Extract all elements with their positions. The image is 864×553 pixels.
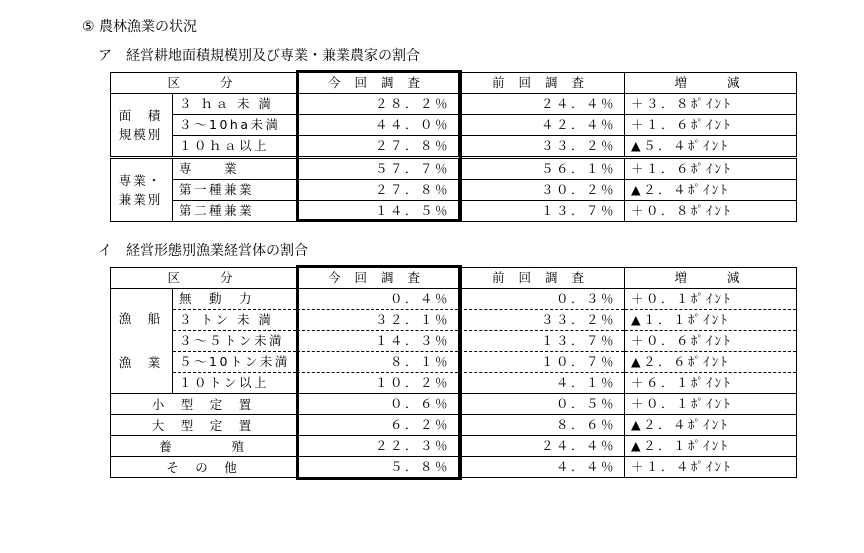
change-value: ▲１．１ﾎﾟｲﾝﾄ xyxy=(625,310,797,331)
change-value: ＋６．１ﾎﾟｲﾝﾄ xyxy=(625,373,797,394)
current-value: ５７．７％ xyxy=(297,158,459,180)
current-value: １０．２％ xyxy=(297,373,459,394)
table-row xyxy=(111,310,797,331)
header-category: 区 分 xyxy=(111,268,297,289)
previous-value: ５６．１％ xyxy=(459,158,625,180)
previous-value: １０．７％ xyxy=(459,352,625,373)
table-row xyxy=(111,457,797,478)
farm-table xyxy=(110,72,797,222)
previous-value: ２４．４％ xyxy=(459,436,625,457)
change-value: ＋０．１ﾎﾟｲﾝﾄ xyxy=(625,289,797,310)
previous-value: ０．３％ xyxy=(459,289,625,310)
change-value: ▲２．１ﾎﾟｲﾝﾄ xyxy=(625,436,797,457)
table-row xyxy=(111,136,797,158)
header-previous: 前 回 調 査 xyxy=(459,268,625,289)
table-row xyxy=(111,436,797,457)
header-change: 増 減 xyxy=(625,73,797,94)
header-current: 今 回 調 査 xyxy=(297,268,459,289)
row-label: ３～10ha未満 xyxy=(173,115,297,136)
change-value: ▲２．４ﾎﾟｲﾝﾄ xyxy=(625,415,797,436)
row-label: 第一種兼業 xyxy=(173,180,297,201)
header-current: 今 回 調 査 xyxy=(297,73,459,94)
header-change: 増 減 xyxy=(625,268,797,289)
change-value: ▲５．４ﾎﾟｲﾝﾄ xyxy=(625,136,797,158)
current-value: ６．２％ xyxy=(297,415,459,436)
group-label-boat-fishery: 漁 船 漁 業 xyxy=(111,289,173,394)
table-row xyxy=(111,352,797,373)
change-value: ▲２．４ﾎﾟｲﾝﾄ xyxy=(625,180,797,201)
previous-value: ４．１％ xyxy=(459,373,625,394)
table-row xyxy=(111,331,797,352)
row-label: 無 動 力 xyxy=(173,289,297,310)
previous-value: ４．４％ xyxy=(459,457,625,478)
farm-table-header-row xyxy=(111,73,797,94)
row-label: ５～10トン未満 xyxy=(173,352,297,373)
group-label-type: 専業・ 兼業別 xyxy=(111,158,173,222)
current-value: ０．４％ xyxy=(297,289,459,310)
table-row xyxy=(111,289,797,310)
row-label: 第二種兼業 xyxy=(173,201,297,222)
previous-value: ０．５％ xyxy=(459,394,625,415)
table-row xyxy=(111,94,797,115)
row-label: 専 業 xyxy=(173,158,297,180)
current-value: １４．５％ xyxy=(297,201,459,222)
change-value: ＋１．６ﾎﾟｲﾝﾄ xyxy=(625,158,797,180)
row-label: １０ｈａ以上 xyxy=(173,136,297,158)
current-value: ０．６％ xyxy=(297,394,459,415)
table-row xyxy=(111,201,797,222)
table-row xyxy=(111,415,797,436)
fishery-table-header-row xyxy=(111,268,797,289)
current-value: ２７．８％ xyxy=(297,180,459,201)
previous-value: ８．６％ xyxy=(459,415,625,436)
row-label: 養 殖 xyxy=(111,436,297,457)
row-label: 大 型 定 置 xyxy=(111,415,297,436)
previous-value: １３．７％ xyxy=(459,201,625,222)
current-value: ４４．０％ xyxy=(297,115,459,136)
change-value: ＋１．４ﾎﾟｲﾝﾄ xyxy=(625,457,797,478)
header-category: 区 分 xyxy=(111,73,297,94)
row-label: １０トン以上 xyxy=(173,373,297,394)
change-value: ＋３．８ﾎﾟｲﾝﾄ xyxy=(625,94,797,115)
table-row xyxy=(111,180,797,201)
previous-value: ３３．２％ xyxy=(459,136,625,158)
table-row xyxy=(111,394,797,415)
previous-value: ３０．２％ xyxy=(459,180,625,201)
table-row xyxy=(111,158,797,180)
current-value: ８．１％ xyxy=(297,352,459,373)
header-previous: 前 回 調 査 xyxy=(459,73,625,94)
current-value: ２８．２％ xyxy=(297,94,459,115)
current-value: ５．８％ xyxy=(297,457,459,478)
previous-value: ２４．４％ xyxy=(459,94,625,115)
previous-value: ４２．４％ xyxy=(459,115,625,136)
previous-value: １３．７％ xyxy=(459,331,625,352)
table-row xyxy=(111,115,797,136)
fishery-table xyxy=(110,267,797,478)
previous-value: ３３．２％ xyxy=(459,310,625,331)
table-row xyxy=(111,373,797,394)
row-label: 小 型 定 置 xyxy=(111,394,297,415)
change-value: ▲２．６ﾎﾟｲﾝﾄ xyxy=(625,352,797,373)
current-value: ２７．８％ xyxy=(297,136,459,158)
change-value: ＋１．６ﾎﾟｲﾝﾄ xyxy=(625,115,797,136)
section-title: ⑤ 農林漁業の状況 xyxy=(82,19,198,35)
row-label: ３ トン 未 満 xyxy=(173,310,297,331)
table-i-title: イ 経営形態別漁業経営体の割合 xyxy=(98,243,308,259)
table-a-title: ア 経営耕地面積規模別及び専業・兼業農家の割合 xyxy=(98,48,420,64)
current-value: ３２．１％ xyxy=(297,310,459,331)
row-label: ３ ｈａ 未 満 xyxy=(173,94,297,115)
current-value: １４．３％ xyxy=(297,331,459,352)
row-label: ３～５トン未満 xyxy=(173,331,297,352)
current-value: ２２．３％ xyxy=(297,436,459,457)
change-value: ＋０．１ﾎﾟｲﾝﾄ xyxy=(625,394,797,415)
row-label: そ の 他 xyxy=(111,457,297,478)
change-value: ＋０．６ﾎﾟｲﾝﾄ xyxy=(625,331,797,352)
change-value: ＋０．８ﾎﾟｲﾝﾄ xyxy=(625,201,797,222)
group-label-area: 面 積 規模別 xyxy=(111,94,173,158)
